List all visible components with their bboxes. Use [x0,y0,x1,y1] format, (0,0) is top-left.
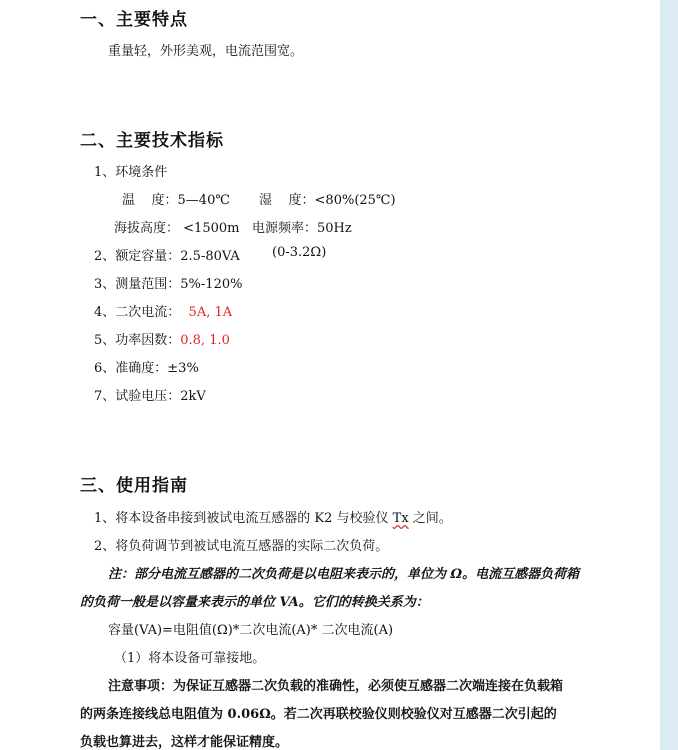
test-voltage-value: 2kV [180,389,206,404]
spec-environment-title: 1、环境条件 [94,165,168,180]
frequency-value: 50Hz [317,221,352,236]
step-1-text-b: 之间。 [408,511,452,526]
capacity-label: 2、额定容量： [94,249,181,264]
altitude-value: <1500m [183,221,240,236]
accuracy-value: ±3% [167,361,199,376]
spec-test-voltage [94,385,206,404]
range-value: 5%-120% [180,277,243,292]
caution-line-2: 的两条连接线总电阻值为 0.06Ω。若二次再联校验仪则校验仪对互感器二次引起的 [80,707,557,722]
spec-measurement-range [94,273,242,292]
temperature-label: 温 度： [122,193,178,208]
caution-line-1: 注意事项：为保证互感器二次负载的准确性，必须使互感器二次端连接在负载箱 [108,679,564,694]
section-heading-features: 一、主要特点 [80,10,188,30]
note-line-1: 注：部分电流互感器的二次负荷是以电阻来表示的，单位为 Ω。电流互感器负荷箱 [108,567,580,582]
conversion-formula: 容量(VA)=电阻值(Ω)*二次电流(A)* 二次电流(A) [108,623,394,638]
power-factor-value: 0.8, 1.0 [180,333,230,348]
spec-power-factor [94,329,230,348]
humidity-label: 湿 度： [259,193,315,208]
spec-humidity [259,189,396,208]
spec-rated-capacity [94,245,240,264]
grounding-instruction: （1）将本设备可靠接地。 [114,651,266,666]
secondary-current-value: 5A, 1A [188,305,233,320]
guide-step-1 [94,507,452,526]
spec-power-frequency [252,217,352,236]
section-heading-specs: 二、主要技术指标 [80,131,224,151]
range-label: 3、测量范围： [94,277,181,292]
spec-accuracy [94,357,199,376]
power-factor-label: 5、功率因数： [94,333,181,348]
note-line-2: 的负荷一般是以容量来表示的单位 VA。它们的转换关系为： [80,595,429,610]
humidity-value: <80%(25℃) [314,193,396,208]
accuracy-label: 6、准确度： [94,361,168,376]
step-1-tx: Tx [392,511,409,526]
secondary-current-label: 4、二次电流： [94,305,181,320]
features-text: 重量轻，外形美观，电流范围宽。 [108,44,304,59]
guide-step-2: 2、将负荷调节到被试电流互感器的实际二次负荷。 [94,539,389,554]
test-voltage-label: 7、试验电压： [94,389,181,404]
capacity-ohm-range: (0-3.2Ω) [272,245,327,260]
capacity-value: 2.5-80VA [180,249,240,264]
altitude-label: 海拔高度： [114,221,180,236]
spec-secondary-current [94,301,232,320]
temperature-value: 5—40℃ [177,193,230,208]
step-1-text-a: 1、将本设备串接到被试电流互感器的 K2 与校验仪 [94,511,393,526]
spec-altitude [114,217,239,236]
spec-temperature [122,189,230,208]
section-heading-guide: 三、使用指南 [80,476,188,496]
caution-line-3: 负载也算进去，这样才能保证精度。 [80,735,289,750]
frequency-label: 电源频率： [252,221,318,236]
